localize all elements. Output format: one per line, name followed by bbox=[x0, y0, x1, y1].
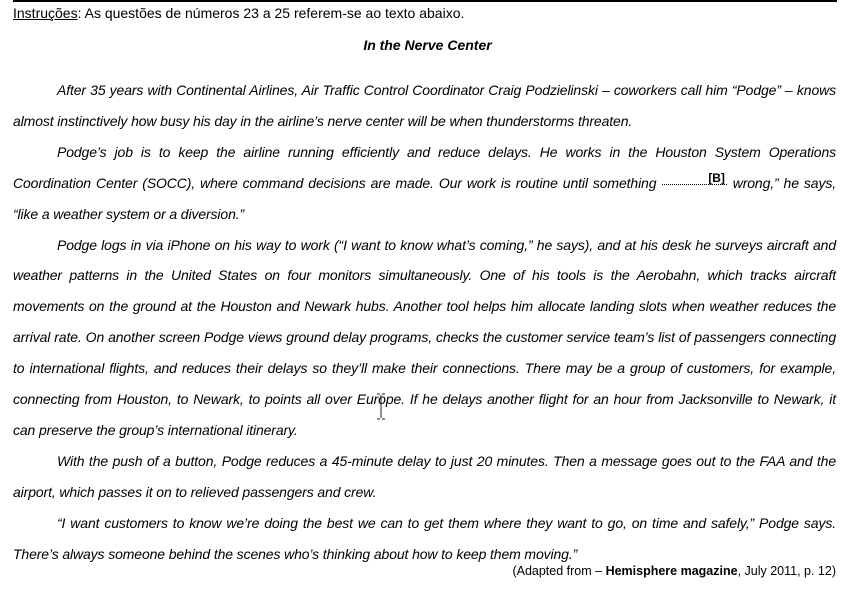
article-title: In the Nerve Center bbox=[363, 37, 492, 53]
instructions bbox=[13, 4, 464, 22]
source-suffix: , July 2011, p. 12) bbox=[737, 564, 836, 578]
paragraph-5: “I want customers to know we’re doing the best we can to get them where they want to go, on time and safely,” Podge says. There’s always someone behind the scenes who’s thinking about how to keep them moving.” bbox=[13, 514, 836, 562]
paragraph-1: After 35 years with Continental Airlines, Air Traffic Control Coordinator Craig Podzielinski – coworkers call him “Podge” – knows almost instinctively how busy his day in the airline’s nerve center will be when thunderstorms threaten. bbox=[13, 82, 836, 129]
source-prefix: (Adapted from – bbox=[512, 564, 606, 578]
paragraph-4: With the push of a button, Podge reduces a 45-minute delay to just 20 minutes. Then a message goes out to the FAA and the airport, which passes it on to relieved passengers and crew. bbox=[13, 452, 836, 500]
instructions-text: : As questões de números 23 a 25 referem-se ao texto abaixo. bbox=[77, 5, 465, 21]
paragraph-3: Podge logs in via iPhone on his way to work (“I want to know what’s coming,” he says), and at his desk he surveys aircraft and weather patterns in the United States on four monitors simultaneously. One of his tools is the Aerobahn, which tracks aircraft movements on the ground at the Houston and Newark hubs. Another tool helps him allocate landing slots when weather reduces the arrival rate. On another screen Podge views ground delay programs, checks the customer service team’s list of passengers connecting to international flights, and reduces their delays so they’ll make their connections. There may be a group of customers, for example, connecting from Houston, to Newark, to points all over Europe. If he delays another flight for an hour from Jacksonville to Newark, it can preserve the group’s international itinerary. bbox=[13, 236, 836, 438]
top-divider bbox=[13, 0, 837, 2]
article-body bbox=[13, 75, 836, 570]
instructions-label: Instruções bbox=[13, 5, 78, 21]
paragraph-2-before: Podge’s job is to keep the airline running efficiently and reduce delays. He works in the Houston System Operations Coordination Center (SOCC), where command decisions are made. Our work is routine until something bbox=[13, 143, 836, 191]
text-cursor-icon bbox=[376, 393, 386, 420]
source-citation bbox=[512, 563, 836, 579]
source-magazine: Hemisphere magazine bbox=[605, 564, 738, 578]
paragraph-2-after: wrong,” he says, “like a weather system or a diversion.” bbox=[13, 174, 836, 222]
blank-b: [B] bbox=[662, 172, 726, 185]
paragraph-2 bbox=[13, 137, 836, 230]
